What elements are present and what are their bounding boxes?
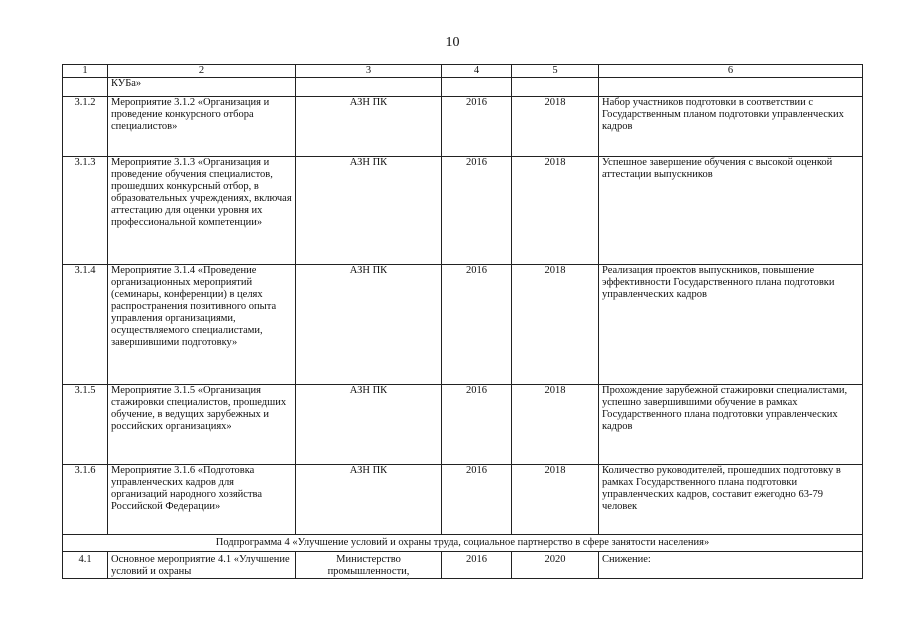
cell-name: Мероприятие 3.1.3 «Организация и проведение обучения специалистов, прошедших конкурсный отбор, в образовательных учреждениях, включая аттестацию для оценки уровня их профессиональной компетенции» xyxy=(108,157,296,265)
cell-end: 2018 xyxy=(512,265,599,385)
column-header: 6 xyxy=(599,65,863,78)
cell-num xyxy=(63,78,108,97)
table-row xyxy=(63,552,863,579)
table-row xyxy=(63,465,863,535)
column-header: 2 xyxy=(108,65,296,78)
cell-executor: АЗН ПК xyxy=(296,465,442,535)
table-row xyxy=(63,157,863,265)
cell-num: 3.1.3 xyxy=(63,157,108,265)
cell-end: 2020 xyxy=(512,552,599,579)
column-header: 4 xyxy=(442,65,512,78)
cell-name: Мероприятие 3.1.2 «Организация и проведение конкурсного отбора специалистов» xyxy=(108,97,296,157)
cell-name: Основное мероприятие 4.1 «Улучшение условий и охраны xyxy=(108,552,296,579)
cell-executor: Министерство промышленности, xyxy=(296,552,442,579)
cell-name: Мероприятие 3.1.6 «Подготовка управленческих кадров для организаций народного хозяйства Российской Федерации» xyxy=(108,465,296,535)
cell-executor: АЗН ПК xyxy=(296,265,442,385)
column-header: 1 xyxy=(63,65,108,78)
cell-start: 2016 xyxy=(442,552,512,579)
cell-start xyxy=(442,78,512,97)
column-header: 5 xyxy=(512,65,599,78)
measures-table xyxy=(62,64,863,579)
cell-start: 2016 xyxy=(442,157,512,265)
page-number: 10 xyxy=(445,35,460,50)
cell-executor: АЗН ПК xyxy=(296,97,442,157)
cell-start: 2016 xyxy=(442,265,512,385)
cell-num: 3.1.4 xyxy=(63,265,108,385)
cell-name: Мероприятие 3.1.5 «Организация стажировки специалистов, прошедших обучение, в ведущих зарубежных и российских организациях» xyxy=(108,385,296,465)
continuation-row xyxy=(63,78,863,97)
cell-end xyxy=(512,78,599,97)
column-header-row xyxy=(63,65,863,78)
subprogram-title: Подпрограмма 4 «Улучшение условий и охраны труда, социальное партнерство в сфере занятости населения» xyxy=(63,535,863,552)
table-row xyxy=(63,265,863,385)
cell-end: 2018 xyxy=(512,157,599,265)
cell-end: 2018 xyxy=(512,465,599,535)
cell-result: Набор участников подготовки в соответствии с Государственным планом подготовки управленческих кадров xyxy=(599,97,863,157)
cell-result: Успешное завершение обучения с высокой оценкой аттестации выпускников xyxy=(599,157,863,265)
cell-num: 4.1 xyxy=(63,552,108,579)
cell-result: Снижение: xyxy=(599,552,863,579)
cell-end: 2018 xyxy=(512,385,599,465)
cell-name: КУБа» xyxy=(108,78,296,97)
cell-start: 2016 xyxy=(442,97,512,157)
cell-num: 3.1.5 xyxy=(63,385,108,465)
cell-start: 2016 xyxy=(442,465,512,535)
cell-end: 2018 xyxy=(512,97,599,157)
cell-name: Мероприятие 3.1.4 «Проведение организационных мероприятий (семинары, конференции) в целях распространения позитивного опыта управления организациями, осуществляемого специалистами, завершившими подготовку» xyxy=(108,265,296,385)
cell-result xyxy=(599,78,863,97)
cell-executor: АЗН ПК xyxy=(296,157,442,265)
cell-executor: АЗН ПК xyxy=(296,385,442,465)
cell-result: Количество руководителей, прошедших подготовку в рамках Государственного плана подготовки управленческих кадров, составит ежегодно 63-79 человек xyxy=(599,465,863,535)
subprogram-row xyxy=(63,535,863,552)
table-row xyxy=(63,385,863,465)
cell-num: 3.1.2 xyxy=(63,97,108,157)
table-row xyxy=(63,97,863,157)
column-header: 3 xyxy=(296,65,442,78)
cell-executor xyxy=(296,78,442,97)
cell-result: Прохождение зарубежной стажировки специалистами, успешно завершившими обучение в рамках Государственного плана подготовки управленческих кадров xyxy=(599,385,863,465)
cell-num: 3.1.6 xyxy=(63,465,108,535)
cell-start: 2016 xyxy=(442,385,512,465)
cell-result: Реализация проектов выпускников, повышение эффективности Государственного плана подготовки управленческих кадров xyxy=(599,265,863,385)
